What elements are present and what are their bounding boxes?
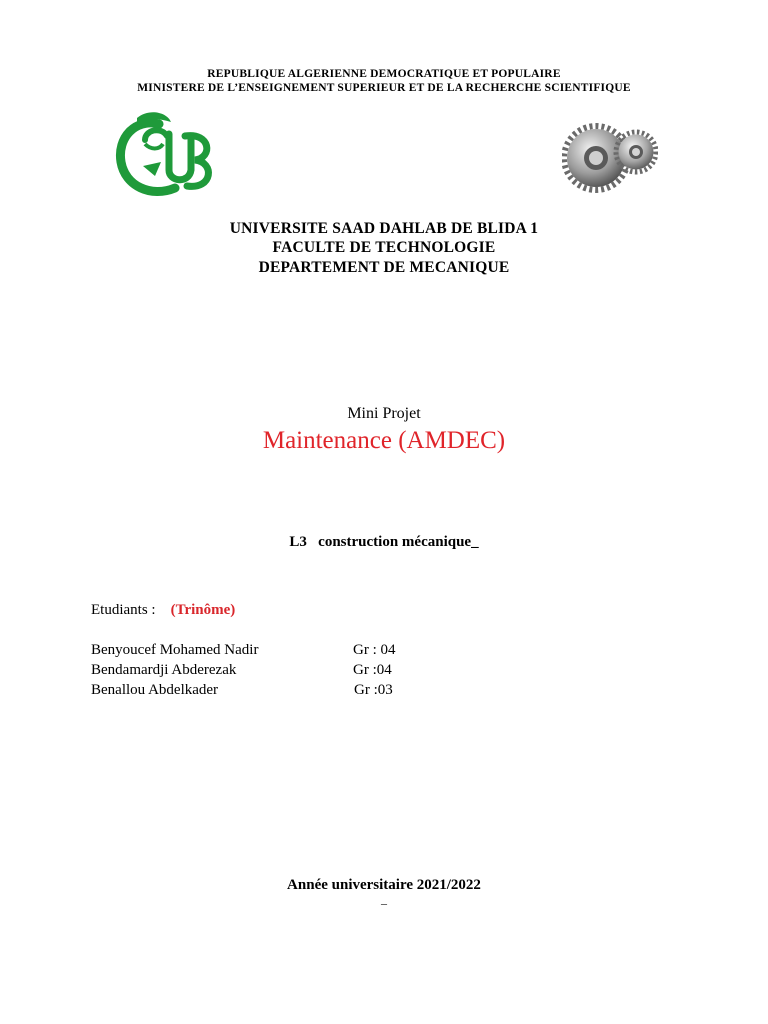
student-name: Benyoucef Mohamed Nadir <box>91 642 259 658</box>
faculty-name: FACULTE DE TECHNOLOGIE <box>272 239 496 256</box>
header-republic: REPUBLIQUE ALGERIENNE DEMOCRATIQUE ET POPULAIRE <box>207 68 561 80</box>
header-ministry: MINISTERE DE L’ENSEIGNEMENT SUPERIEUR ET DE LA RECHERCHE SCIENTIFIQUE <box>137 82 631 94</box>
students-heading <box>91 602 235 619</box>
students-label: Etudiants : <box>91 602 156 618</box>
level-specialty: construction mécanique_ <box>318 534 479 550</box>
project-title: Maintenance (AMDEC) <box>262 427 506 454</box>
department-name: DEPARTEMENT DE MECANIQUE <box>258 259 510 276</box>
project-subtitle: Mini Projet <box>347 405 421 422</box>
university-name: UNIVERSITE SAAD DAHLAB DE BLIDA 1 <box>229 220 539 237</box>
level-code: L3 <box>289 534 307 550</box>
student-name: Bendamardji Abderezak <box>91 662 237 678</box>
student-group: Gr :03 <box>354 682 393 698</box>
student-group: Gr :04 <box>353 662 392 678</box>
level-line <box>0 534 768 551</box>
student-name: Benallou Abdelkader <box>91 682 219 698</box>
academic-year: Année universitaire 2021/2022 <box>287 877 481 893</box>
footer-mark: – <box>381 896 387 910</box>
group-type: (Trinôme) <box>170 602 236 618</box>
student-group: Gr : 04 <box>353 642 396 658</box>
gears-icon <box>562 118 658 198</box>
university-logo-icon <box>115 110 215 198</box>
